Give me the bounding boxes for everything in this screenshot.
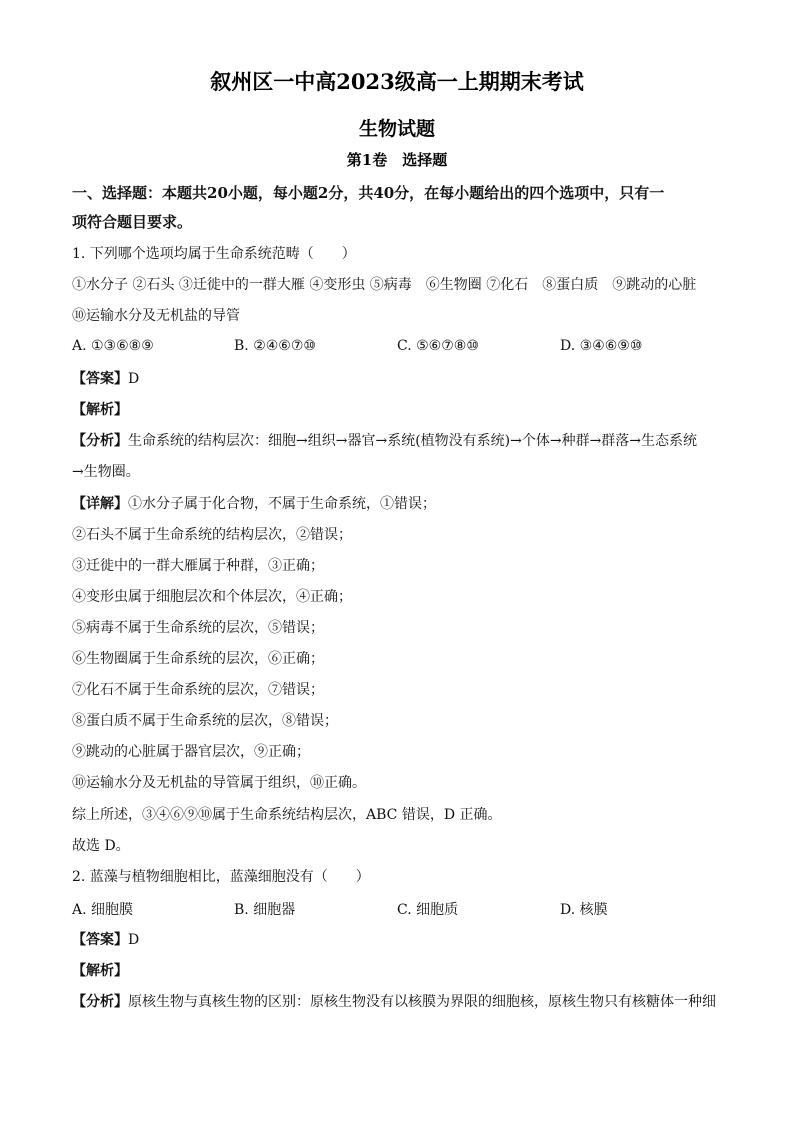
q1-analysis-tag: 【解析】 — [72, 402, 128, 418]
q2-analysis-tag: 【解析】 — [72, 963, 128, 979]
q1-detail-line-10: ⑩运输水分及无机盐的导管属于组织，⑩正确。 — [72, 775, 366, 791]
q1-fenxi-line-2: →生物圈。 — [72, 464, 140, 480]
q1-answer-line — [72, 369, 732, 389]
q2-fenxi-tag: 【分析】 — [72, 994, 128, 1010]
q1-answer: D — [128, 371, 140, 387]
q1-stem: 1. 下列哪个选项均属于生命系统范畴（ ） — [72, 246, 356, 262]
instructions-line-2: 项符合题目要求。 — [72, 213, 193, 231]
q1-option-b: B. ②④⑥⑦⑩ — [234, 338, 316, 354]
subject-title: 生物试题 — [358, 118, 435, 140]
q2-option-d: D. 核膜 — [560, 902, 608, 918]
q2-answer-tag: 【答案】 — [72, 932, 128, 948]
exam-title: 叙州区一中高2023级高一上期期末考试 — [210, 69, 584, 94]
instructions-line-1: 一、选择题：本题共20小题，每小题2分，共40分，在每小题给出的四个选项中，只有一 — [72, 184, 665, 202]
q1-detail-line-6: ⑥生物圈属于生命系统的层次，⑥正确； — [72, 651, 324, 667]
q1-fenxi-line-1 — [72, 431, 732, 451]
q2-stem: 2. 蓝藻与植物细胞相比，蓝藻细胞没有（ ） — [72, 869, 370, 885]
q1-items-line-2: ⑩运输水分及无机盐的导管 — [72, 308, 240, 324]
q1-items-line-1: ①水分子 ②石头 ③迁徙中的一群大雁 ④变形虫 ⑤病毒 ⑥生物圈 ⑦化石 ⑧蛋白质 ⑨跳动的心脏 — [72, 277, 697, 293]
q2-fenxi-line-1 — [72, 992, 732, 1012]
q1-option-a: A. ①③⑥⑧⑨ — [72, 338, 154, 354]
q2-option-b: B. 细胞器 — [234, 902, 296, 918]
q1-xiangjie-tag: 【详解】 — [72, 496, 128, 512]
q1-choice: 故选 D。 — [72, 838, 130, 854]
q1-fenxi-text: 生命系统的结构层次：细胞→组织→器官→系统(植物没有系统)→个体→种群→群落→生态系统 — [128, 433, 698, 449]
q1-detail-line-4: ④变形虫属于细胞层次和个体层次，④正确； — [72, 589, 352, 605]
q2-option-c: C. 细胞质 — [397, 902, 459, 918]
q1-answer-tag: 【答案】 — [72, 371, 128, 387]
q1-detail-text: ①水分子属于化合物，不属于生命系统，①错误； — [128, 496, 436, 512]
q1-detail-line-8: ⑧蛋白质不属于生命系统的层次，⑧错误； — [72, 713, 338, 729]
q1-detail-line-7: ⑦化石不属于生命系统的层次，⑦错误； — [72, 682, 324, 698]
q2-option-a: A. 细胞膜 — [72, 902, 134, 918]
q1-detail-line-5: ⑤病毒不属于生命系统的层次，⑤错误； — [72, 620, 324, 636]
q1-detail-line-1 — [72, 494, 732, 514]
q1-summary: 综上所述，③④⑥⑨⑩属于生命系统结构层次，ABC 错误，D 正确。 — [72, 807, 502, 823]
q2-fenxi-text: 原核生物与真核生物的区别：原核生物没有以核膜为界限的细胞核，原核生物只有核糖体一种细 — [128, 994, 716, 1010]
q1-detail-line-2: ②石头不属于生命系统的结构层次，②错误； — [72, 527, 352, 543]
q1-detail-line-3: ③迁徙中的一群大雁属于种群，③正确； — [72, 558, 324, 574]
q1-detail-line-9: ⑨跳动的心脏属于器官层次，⑨正确； — [72, 744, 310, 760]
section-title: 第1卷 选择题 — [346, 151, 448, 169]
q2-answer-line — [72, 930, 732, 950]
q1-fenxi-tag: 【分析】 — [72, 433, 128, 449]
q1-option-d: D. ③④⑥⑨⑩ — [560, 338, 643, 354]
q2-answer: D — [128, 932, 140, 948]
q1-option-c: C. ⑤⑥⑦⑧⑩ — [397, 338, 479, 354]
